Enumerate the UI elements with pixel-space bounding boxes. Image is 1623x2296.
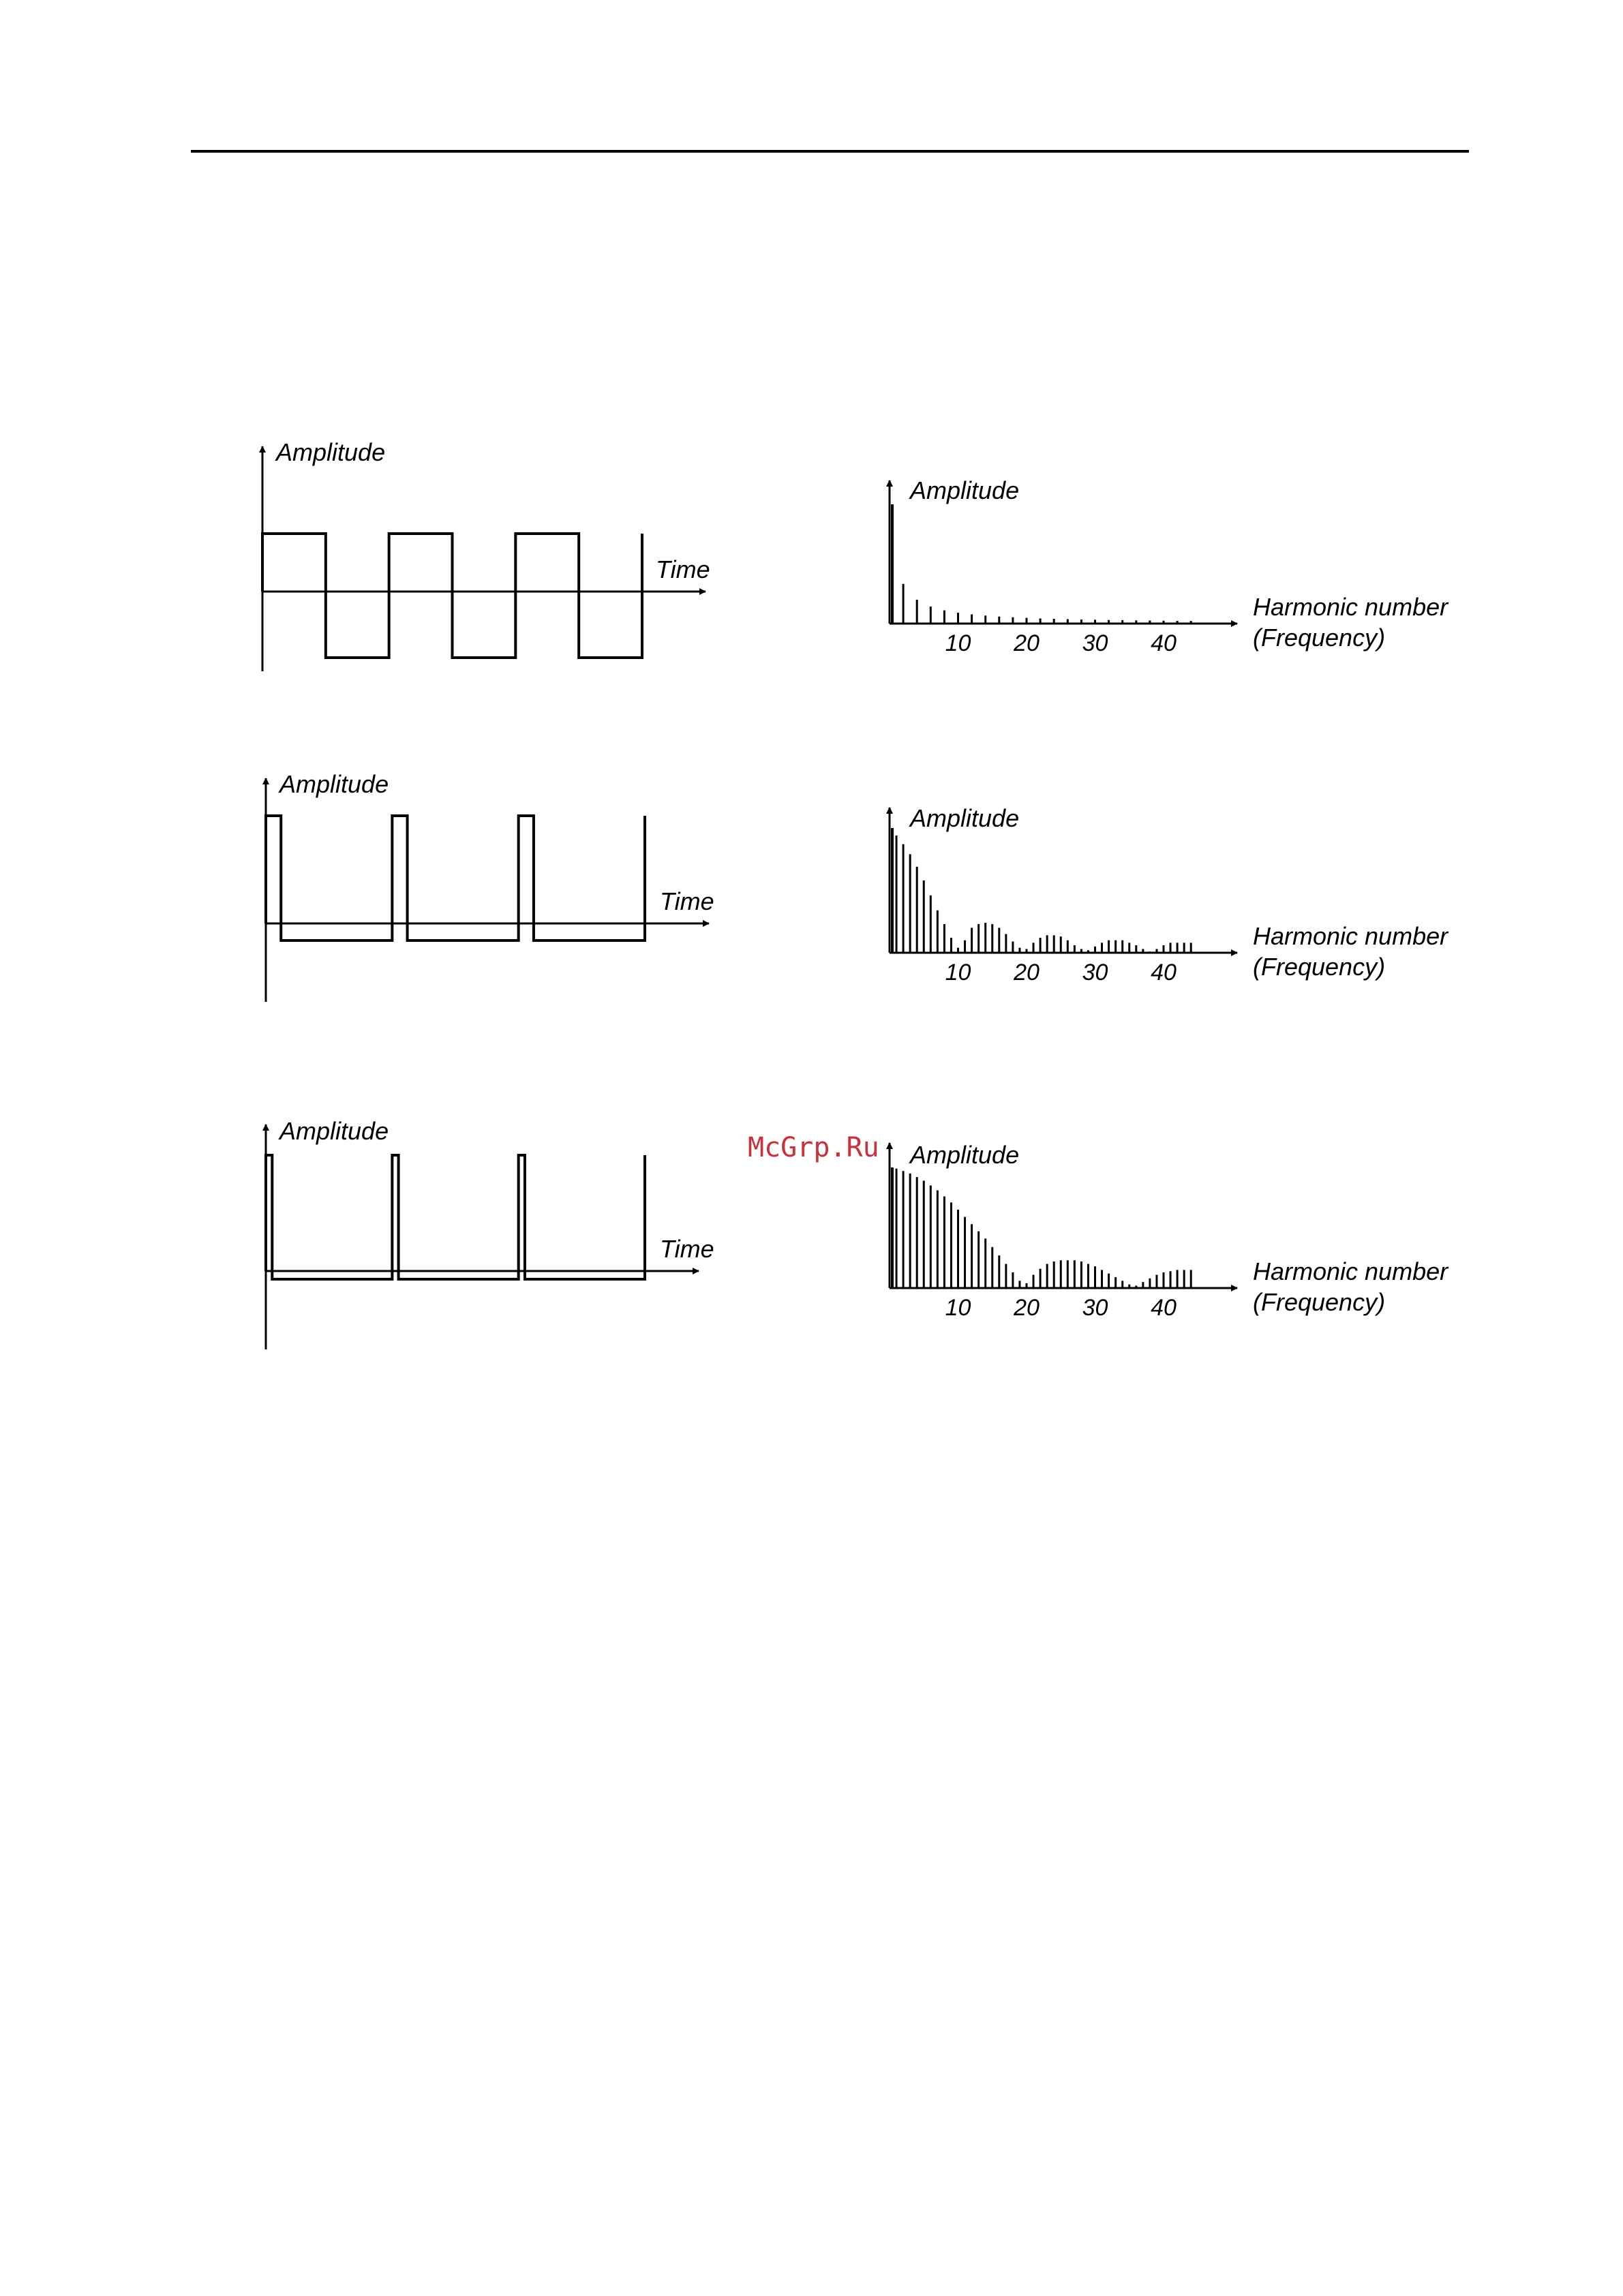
time-axis-label: Time	[660, 887, 714, 915]
harmonic-number-label: Harmonic number	[1253, 1257, 1448, 1285]
medium-pulse-spectrum-chart	[890, 804, 1449, 985]
time-axis-label: Time	[660, 1235, 714, 1263]
harmonic-tick-label: 20	[1014, 1295, 1040, 1321]
amplitude-axis-label: Amplitude	[279, 1117, 389, 1145]
harmonic-number-label: Harmonic number	[1253, 593, 1448, 621]
frequency-label: (Frequency)	[1253, 953, 1386, 981]
harmonic-tick-label: 10	[945, 630, 971, 656]
harmonic-tick-label: 20	[1014, 960, 1040, 985]
harmonic-tick-label: 10	[945, 1295, 971, 1321]
waveform-trace	[266, 816, 645, 940]
harmonic-tick-label: 40	[1151, 630, 1177, 656]
amplitude-axis-label: Amplitude	[276, 438, 386, 466]
frequency-label: (Frequency)	[1253, 1288, 1386, 1316]
harmonic-tick-label: 40	[1151, 960, 1177, 985]
harmonic-number-label: Harmonic number	[1253, 922, 1448, 950]
square-waveform-plot	[262, 438, 710, 671]
harmonic-tick-label: 30	[1082, 630, 1108, 656]
medium-pulse-waveform-plot	[266, 770, 714, 1002]
spectrum-amplitude-label: Amplitude	[910, 1141, 1020, 1169]
waveform-trace	[262, 534, 642, 658]
harmonic-tick-label: 30	[1082, 1295, 1108, 1321]
spectrum-amplitude-label: Amplitude	[910, 804, 1020, 832]
time-axis-label: Time	[656, 555, 710, 583]
amplitude-axis-label: Amplitude	[279, 770, 389, 798]
harmonic-tick-label: 20	[1014, 630, 1040, 656]
frequency-label: (Frequency)	[1253, 624, 1386, 652]
spectrum-amplitude-label: Amplitude	[910, 476, 1020, 504]
square-spectrum-chart	[890, 476, 1449, 656]
watermark-text: McGrp.Ru	[748, 1132, 879, 1163]
harmonic-tick-label: 10	[945, 960, 971, 985]
narrow-pulse-waveform-plot	[266, 1117, 714, 1349]
harmonic-tick-label: 40	[1151, 1295, 1177, 1321]
waveform-trace	[266, 1155, 645, 1279]
harmonic-tick-label: 30	[1082, 960, 1108, 985]
narrow-pulse-spectrum-chart	[890, 1141, 1449, 1321]
